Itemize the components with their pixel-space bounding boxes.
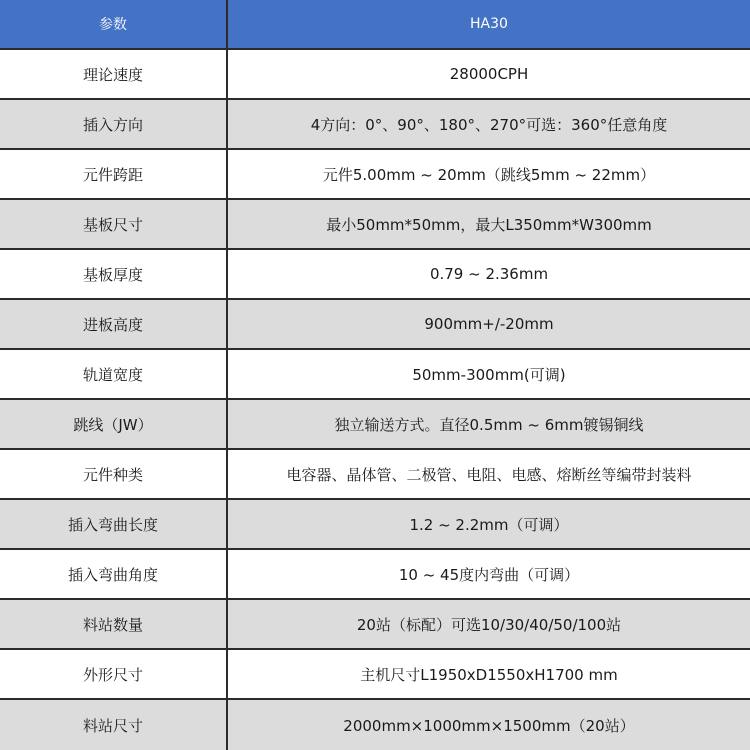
row-value: 最小50mm*50mm，最大L350mm*W300mm [326, 215, 652, 234]
row-value: 主机尺寸L1950xD1550xH1700 mm [360, 665, 618, 684]
row-label: 轨道宽度 [0, 350, 228, 398]
table-row [0, 600, 750, 650]
table-header-row [0, 0, 750, 50]
table-row [0, 300, 750, 350]
table-row [0, 350, 750, 400]
row-value: 独立输送方式。直径0.5mm ~ 6mm镀锡铜线 [334, 415, 644, 434]
row-label: 基板尺寸 [0, 200, 228, 248]
table-row [0, 50, 750, 100]
row-value: 元件5.00mm ~ 20mm（跳线5mm ~ 22mm） [322, 165, 656, 184]
row-label: 元件种类 [0, 450, 228, 498]
row-value: 28000CPH [449, 65, 529, 83]
row-label: 跳线（JW） [0, 400, 228, 448]
row-value: 0.79 ~ 2.36mm [429, 265, 549, 283]
row-label: 外形尺寸 [0, 650, 228, 698]
row-label: 插入弯曲长度 [0, 500, 228, 548]
row-value: 50mm-300mm(可调) [412, 365, 566, 384]
row-value: 10 ~ 45度内弯曲（可调） [398, 565, 580, 584]
table-row [0, 150, 750, 200]
row-value: 20站（标配）可选10/30/40/50/100站 [356, 615, 622, 634]
table-row [0, 200, 750, 250]
table-row [0, 650, 750, 700]
row-value: 2000mm×1000mm×1500mm（20站） [343, 716, 635, 735]
row-label: 插入方向 [0, 100, 228, 148]
row-label: 插入弯曲角度 [0, 550, 228, 598]
header-param-cell: 参数 [0, 0, 228, 48]
table-row [0, 450, 750, 500]
row-label: 基板厚度 [0, 250, 228, 298]
row-value: 电容器、晶体管、二极管、电阻、电感、熔断丝等编带封装料 [286, 465, 692, 484]
table-row [0, 400, 750, 450]
header-model-cell: HA30 [470, 16, 508, 32]
row-label: 理论速度 [0, 50, 228, 98]
row-value: 4方向：0°、90°、180°、270°可选：360°任意角度 [310, 115, 668, 134]
row-value: 1.2 ~ 2.2mm（可调） [409, 515, 569, 534]
row-label: 元件跨距 [0, 150, 228, 198]
row-label: 进板高度 [0, 300, 228, 348]
row-value: 900mm+/-20mm [424, 315, 554, 333]
table-row [0, 500, 750, 550]
row-label: 料站尺寸 [0, 700, 228, 750]
table-row [0, 700, 750, 750]
table-row [0, 250, 750, 300]
row-label: 料站数量 [0, 600, 228, 648]
table-row [0, 550, 750, 600]
table-row [0, 100, 750, 150]
